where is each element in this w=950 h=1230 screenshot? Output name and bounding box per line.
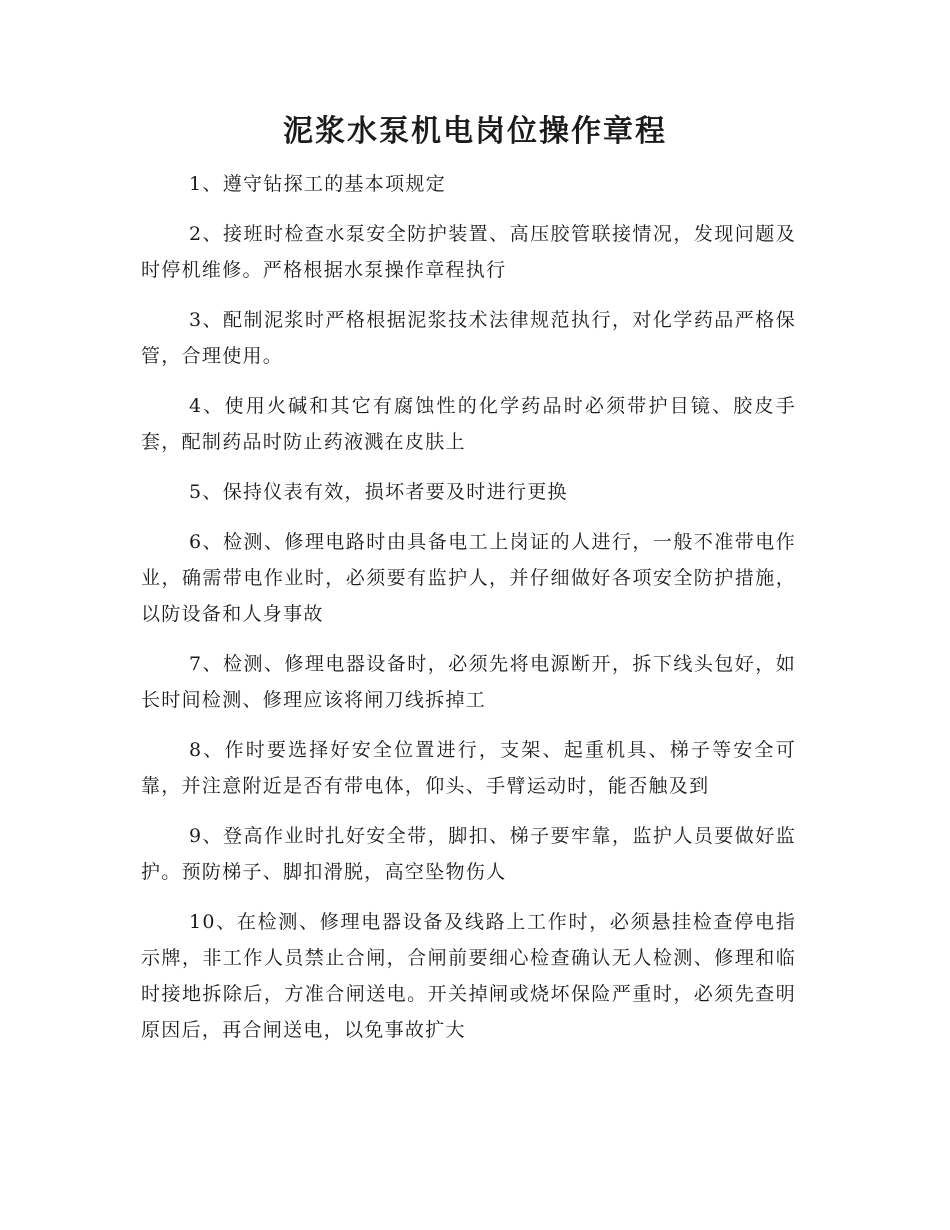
paragraph-3: 3、配制泥浆时严格根据泥浆技术法律规范执行，对化学药品严格保管，合理使用。 bbox=[141, 309, 796, 367]
document-title: 泥浆水泵机电岗位操作章程 bbox=[283, 114, 667, 149]
paragraph-7: 7、检测、修理电器设备时，必须先将电源断开，拆下线头包好，如长时间检测、修理应该将闸刀线拆掉工 bbox=[141, 653, 796, 711]
paragraph-4: 4、使用火碱和其它有腐蚀性的化学药品时必须带护目镜、胶皮手套，配制药品时防止药液溅在皮肤上 bbox=[141, 395, 796, 453]
paragraph-1: 1、遵守钻探工的基本项规定 bbox=[189, 173, 446, 195]
paragraph-8: 8、作时要选择好安全位置进行，支架、起重机具、梯子等安全可靠，并注意附近是否有带电体，仰头、手臂运动时，能否触及到 bbox=[141, 739, 796, 797]
paragraph-6: 6、检测、修理电路时由具备电工上岗证的人进行，一般不准带电作业，确需带电作业时，必须要有监护人，并仔细做好各项安全防护措施，以防设备和人身事故 bbox=[141, 531, 796, 625]
paragraph-2: 2、接班时检查水泵安全防护装置、高压胶管联接情况，发现问题及时停机维修。严格根据水泵操作章程执行 bbox=[141, 223, 796, 281]
paragraph-10: 10、在检测、修理电器设备及线路上工作时，必须悬挂检查停电指示牌，非工作人员禁止合闸，合闸前要细心检查确认无人检测、修理和临时接地拆除后，方准合闸送电。开关掉闸或烧坏保险严重时，必须先查明原因后，再合闸送电，以免事故扩大 bbox=[141, 911, 796, 1041]
paragraph-5: 5、保持仪表有效，损坏者要及时进行更换 bbox=[189, 481, 568, 503]
paragraph-9: 9、登高作业时扎好安全带，脚扣、梯子要牢靠，监护人员要做好监护。预防梯子、脚扣滑脱，高空坠物伤人 bbox=[141, 825, 796, 883]
document-body bbox=[141, 166, 796, 1062]
